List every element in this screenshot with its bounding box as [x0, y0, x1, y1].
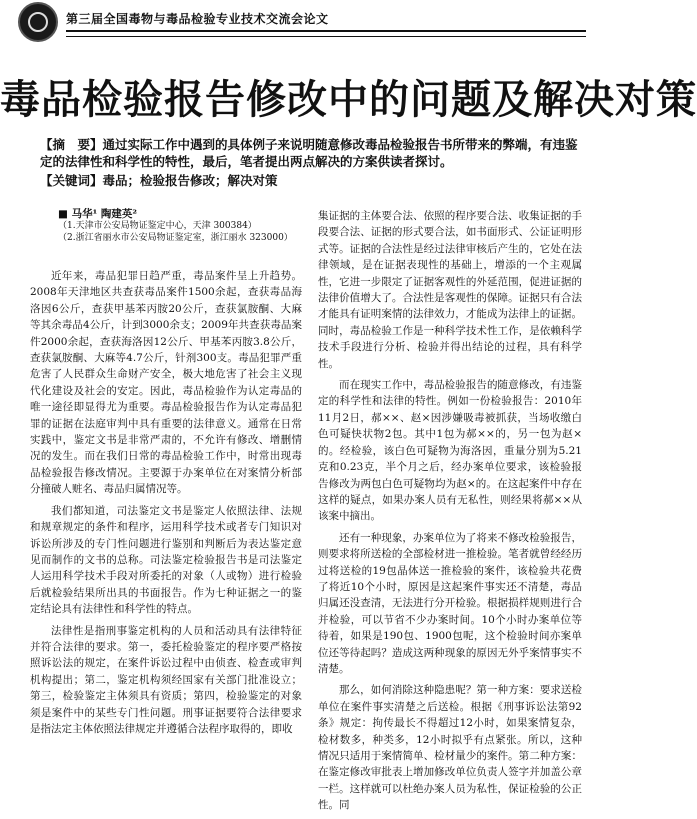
right-paragraph-1: 集证据的主体要合法、依照的程序要合法、收集证据的手段要合法、证据的形式要合法，如书面形式、公证证明形式等。证据的合法性是经过法律审核后产生的，它处在法律领域，是在证据表现性的基础上，增添的一个主观属性，它进一步限定了证据客观性的外延范围，促进证据的法律价值增大了。合法性是客观性的保障。证据只有合法才能具有证明案情的法律效力，才能成为法律上的证据。同时，毒品检验工作是一种科学技术性工作，是依赖科学技术手段进行分析、检验并得出结论的过程，具有科学性。: [318, 210, 582, 370]
keywords: [40, 172, 580, 189]
emblem-icon: [18, 2, 58, 42]
keywords-label: 【关键词】: [40, 173, 103, 188]
right-paragraph-4: 那么，如何消除这种隐患呢？第一种方案：要求送检单位在案件事实清楚之后送检。根据《刑事诉讼法第92条》规定：拘传最长不得超过12小时，如果案情复杂，检材数多，种类多，12小时拟乎有点紧张。所以，这种情况只适用于案情简单、检材量少的案件。第二种方案：在鉴定修改审批表上增加修改单位负责人签字并加盖公章一栏。这样就可以杜绝办案人员为私性，保证检验的公正性。同: [318, 684, 582, 812]
article-title: 毒品检验报告修改中的问题及解决对策: [0, 76, 697, 123]
left-paragraph-1: 近年来，毒品犯罪日趋严重，毒品案件呈上升趋势。2008年天津地区共查获毒品案件1500余起，查获毒品海洛因6公斤，查获甲基苯丙胺20公斤，查获氯胺酮、大麻等其余毒品4公斤，计到3000余支；2009年共查获毒品案件2000余起，查获海洛因12公斤、甲基苯丙胺3.8公斤，查获氯胺酮、大麻等4.7公斤，针剂300支。毒品犯罪严重危害了人民群众生命财产安全，极大地危害了社会主义现代化建设及社会的安定。因此，毒品检验作为认定毒品的唯一途径即显得尤为重要。毒品检验报告作为认定毒品犯罪的证据在法庭审判中具有重要的法律意义。通常在日常实践中，鉴定文书是非常严肃的，不允许有修改、增删情况的发生。而在我们日常的毒品检验工作中，时常出现毒品检验报告修改情况。主要源于办案单位在对案情分析部分撞破人赃名、毒品归属情况等。: [30, 270, 302, 496]
left-paragraph-2: 我们都知道，司法鉴定文书是鉴定人依照法律、法规和规章规定的条件和程序，运用科学技术或者专门知识对诉讼所涉及的专门性问题进行鉴别和判断后为表达鉴定意见而制作的文书的总称。司法鉴定检验报告书是司法鉴定人运用科学技术手段对所委托的对象（人或物）进行检验后就检验结果所出具的书面报告。作为七种证据之一的鉴定结论具有法律性和科学性的特点。: [30, 504, 302, 616]
page-header: [0, 0, 600, 44]
right-column: [318, 208, 582, 819]
abstract: [40, 136, 580, 170]
right-paragraph-2: 而在现实工作中，毒品检验报告的随意修改，有违鉴定的科学性和法律的特性。例如一份检验报告：2010年11月2日，郝××、赵×因涉嫌吸毒被抓获，当场收缴白色可疑快状物2包。其中1包为郝××的，另一包为赵×的。经检验，该白色可疑物为海洛因，重量分别为5.21克和0.23克，半个月之后，经办案单位要求，该检验报告修改为两包白色可疑物均为赵×的。在这起案件中存在这样的疑点，如果办案人员有无私性，则经果将郝××从该案中摘出。: [318, 379, 582, 523]
right-paragraph-3: 还有一种现象，办案单位为了将来不修改检验报告，则要求将所送检的全部检材进一推检验。笔者就曾经经历过将送检的19包晶体送一推检验的案件，该检验共花费了将近10个小时，原因是这起案件事实还不清楚，毒品归属还没查清，无法进行分开检验。根据损样规则进行合并检验，可以节省不少办案时间。10个小时办案单位等待着，如果是190包、1900包呢，这个检验时间亦案单位还等待起吗？造成这两种现象的原因无外乎案情事实不清楚。: [318, 531, 582, 675]
header-rule: [66, 30, 586, 37]
author-affiliation-2: （2.浙江省丽水市公安局物证鉴定室，浙江丽水 323000）: [58, 233, 293, 243]
series-title: 第三届全国毒物与毒品检验专业技术交流会论文: [66, 12, 329, 26]
keywords-text: 毒品；检验报告修改；解决对策: [102, 173, 278, 188]
abstract-text: 通过实际工作中遇到的具体例子来说明随意修改毒品检验报告书所带来的弊端，有违鉴定的法律性和科学性的特性，最后，笔者提出两点解决的方案供读者探讨。: [40, 137, 578, 169]
emblem-inner: [28, 12, 48, 32]
left-paragraph-3: 法律性是指刑事鉴定机构的人员和活动具有法律特征并符合法律的要求。第一，委托检验鉴定的程序要严格按照诉讼法的规定，在案件诉讼过程中由侦查、检查或审判机构提出；第二，鉴定机构须经国家有关部门批准设立；第三，检验鉴定主体须具有资质；第四，检验鉴定的对象须是案件中的某些专门性问题。刑事证据要符合法律要求是指法定主体依照法律规定并遵循合法程序取得的，即收: [30, 624, 302, 735]
left-column: [30, 268, 302, 742]
abstract-label: 【摘 要】: [40, 137, 103, 152]
author-names: ■ 马华¹ 陶建英²: [58, 208, 137, 220]
author-affiliation-1: （1.天津市公安局物证鉴定中心，天津 300384）: [58, 221, 257, 231]
author-block: [58, 208, 298, 244]
